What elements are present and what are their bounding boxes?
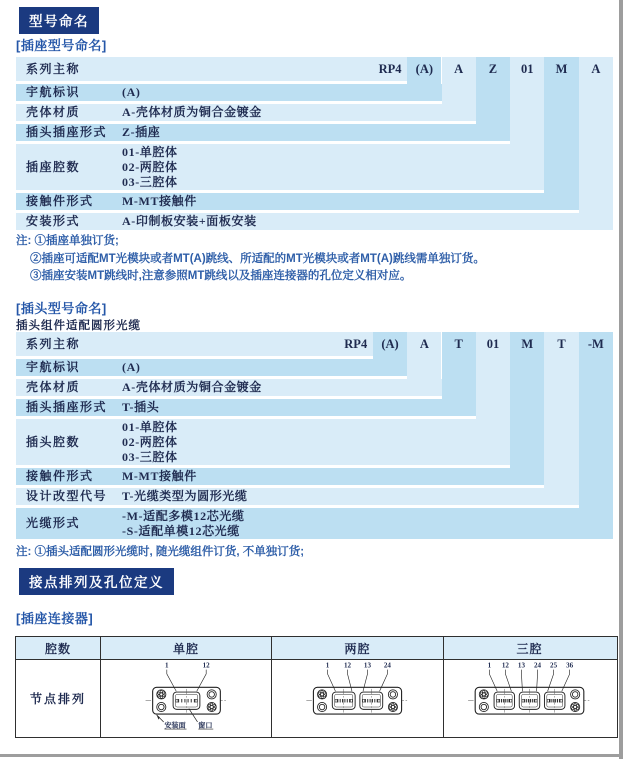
svg-text:窗口: 窗口	[197, 721, 212, 730]
socket-note-2: ②插座可适配MT光模块或者MT(A)跳线、所适配的MT光模块或者MT(A)跳线需单独订货。	[30, 252, 485, 265]
socket-naming-row-label: 接触件形式	[26, 194, 94, 208]
plug-naming-heading: [插头型号命名]	[16, 301, 107, 316]
plug-naming-table	[16, 332, 613, 539]
socket-naming-code-1: RP4	[378, 62, 402, 76]
plug-naming-code-7: T	[557, 337, 566, 351]
connector-table-header-row	[16, 637, 617, 660]
socket-naming-row-desc	[122, 84, 140, 101]
socket-naming-row-desc	[122, 104, 262, 121]
three-cavity-connector-diagram	[447, 659, 612, 738]
svg-text:36: 36	[566, 661, 574, 670]
plug-naming-row-label: 插头腔数	[26, 435, 81, 449]
plug-naming-desc-line: T-光缆类型为圆形光缆	[122, 489, 248, 503]
svg-text:24: 24	[383, 661, 391, 670]
socket-note-1: 注: ①插座单独订货;	[16, 235, 119, 247]
plug-naming-code-3: A	[419, 337, 429, 351]
connector-table-column-header-3: 两腔	[272, 637, 444, 659]
section-title-model-naming: 型号命名	[19, 7, 99, 34]
svg-text:25: 25	[550, 661, 558, 670]
two-cavity-connector-diagram-cell	[272, 660, 444, 737]
plug-naming-code-6: M	[521, 337, 534, 351]
socket-naming-row-desc	[122, 193, 197, 210]
plug-naming-code-4: T	[454, 337, 463, 351]
socket-naming-row-desc	[122, 144, 178, 190]
plug-naming-desc-line: T-插头	[122, 400, 160, 414]
plug-naming-row-label: 壳体材质	[26, 380, 81, 394]
socket-naming-code-5: 01	[520, 62, 534, 76]
socket-naming-row-label: 插座腔数	[26, 160, 81, 174]
svg-text:1: 1	[325, 661, 330, 670]
socket-naming-row	[16, 193, 579, 210]
svg-text:12: 12	[501, 661, 509, 670]
socket-connector-table	[15, 636, 618, 738]
svg-text:安装面: 安装面	[163, 721, 186, 730]
connector-row-label-cell	[16, 660, 101, 737]
socket-naming-row-desc	[122, 213, 257, 230]
socket-naming-notes	[16, 233, 485, 286]
svg-text:12: 12	[343, 661, 352, 670]
plug-naming-code-column	[579, 332, 613, 508]
svg-text:1: 1	[164, 661, 169, 670]
plug-naming-row	[16, 508, 613, 539]
socket-naming-code-2: (A)	[415, 62, 434, 76]
plug-naming-notes	[16, 544, 304, 562]
svg-text:12: 12	[202, 661, 210, 670]
plug-naming-desc-line: 03-三腔体	[122, 449, 178, 464]
page-edge-right	[619, 0, 623, 759]
svg-text:1: 1	[487, 661, 492, 670]
plug-naming-row-label: 设计改型代号	[26, 489, 108, 503]
plug-naming-row-desc	[122, 419, 178, 465]
plug-naming-subheading: 插头组件适配圆形光缆	[16, 320, 141, 332]
socket-naming-desc-line: 02-两腔体	[122, 159, 178, 174]
three-cavity-connector-diagram-cell	[444, 660, 615, 737]
socket-naming-desc-line: M-MT接触件	[122, 194, 197, 208]
socket-naming-row-label: 安装形式	[26, 214, 81, 228]
socket-naming-row-label: 系列主称	[26, 62, 81, 76]
connector-table-column-header-1: 腔数	[16, 637, 101, 659]
socket-naming-row	[16, 213, 613, 230]
page-edge-bottom	[0, 754, 623, 757]
plug-note-1: 注: ①插头适配圆形光缆时, 随光缆组件订货, 不单独订货;	[16, 546, 305, 558]
plug-naming-desc-line: (A)	[122, 360, 141, 374]
plug-naming-row-label: 插头插座形式	[26, 400, 108, 414]
plug-naming-row-desc	[122, 379, 262, 396]
socket-naming-desc-line: Z-插座	[122, 125, 161, 139]
plug-naming-code-column	[544, 332, 578, 488]
socket-naming-row-label: 宇航标识	[26, 85, 81, 99]
socket-naming-row-label: 插头插座形式	[26, 125, 108, 139]
socket-naming-code-column	[579, 57, 613, 213]
plug-naming-row-desc	[122, 468, 197, 485]
plug-naming-code-8: -M	[587, 337, 604, 351]
connector-row-label: 节点排列	[29, 692, 86, 706]
plug-naming-desc-line: 02-两腔体	[122, 434, 178, 449]
socket-naming-desc-line: 01-单腔体	[122, 144, 178, 159]
plug-naming-row	[16, 468, 544, 485]
socket-naming-row-label: 壳体材质	[26, 105, 81, 119]
connector-table-column-header-4: 三腔	[516, 641, 543, 656]
svg-text:24: 24	[533, 661, 542, 670]
socket-naming-desc-line: 03-三腔体	[122, 174, 178, 189]
connector-table-body-row	[16, 660, 617, 737]
plug-naming-row-desc	[122, 488, 248, 505]
socket-naming-heading: [插座型号命名]	[16, 38, 107, 53]
socket-naming-desc-line: A-印制板安装+面板安装	[122, 214, 257, 228]
socket-naming-code-4: Z	[488, 62, 498, 76]
socket-naming-code-7: A	[591, 62, 601, 76]
plug-naming-row-label: 接触件形式	[26, 469, 94, 483]
plug-naming-code-1: RP4	[344, 337, 368, 351]
svg-text:13: 13	[517, 661, 526, 670]
plug-naming-row-label: 宇航标识	[26, 360, 81, 374]
socket-naming-code-3: A	[454, 62, 464, 76]
plug-naming-row-desc	[122, 508, 245, 539]
plug-naming-desc-line: 01-单腔体	[122, 419, 178, 434]
socket-naming-table	[16, 57, 613, 230]
socket-naming-desc-line: A-壳体材质为铜合金镀金	[122, 105, 262, 119]
svg-text:13: 13	[363, 661, 372, 670]
plug-naming-row-label: 光缆形式	[26, 516, 81, 530]
plug-naming-desc-line: M-MT接触件	[122, 469, 197, 483]
single-cavity-connector-diagram-cell	[101, 660, 272, 737]
socket-naming-row-desc	[122, 124, 160, 141]
socket-naming-desc-line: (A)	[122, 85, 141, 99]
socket-naming-code-6: M	[555, 62, 568, 76]
two-cavity-connector-diagram	[275, 659, 440, 738]
plug-naming-desc-line: A-壳体材质为铜合金镀金	[122, 380, 262, 394]
socket-note-3: ③插座安装MT跳线时,注意参照MT跳线以及插座连接器的孔位定义相对应。	[30, 270, 412, 282]
plug-naming-row-desc	[122, 399, 159, 416]
socket-connector-heading: [插座连接器]	[16, 611, 94, 626]
socket-naming-row	[16, 144, 544, 190]
plug-naming-desc-line: -S-适配单模12芯光缆	[122, 523, 240, 538]
plug-naming-code-5: 01	[486, 337, 500, 351]
plug-naming-row-label: 系列主称	[26, 337, 81, 351]
section-title-contact-arrangement: 接点排列及孔位定义	[19, 568, 174, 595]
plug-naming-row	[16, 419, 510, 465]
plug-naming-code-2: (A)	[381, 337, 399, 351]
single-cavity-connector-diagram	[104, 659, 269, 738]
plug-naming-desc-line: -M-适配多模12芯光缆	[122, 508, 245, 523]
plug-naming-row-desc	[122, 359, 140, 376]
connector-table-column-header-2: 单腔	[101, 637, 272, 659]
